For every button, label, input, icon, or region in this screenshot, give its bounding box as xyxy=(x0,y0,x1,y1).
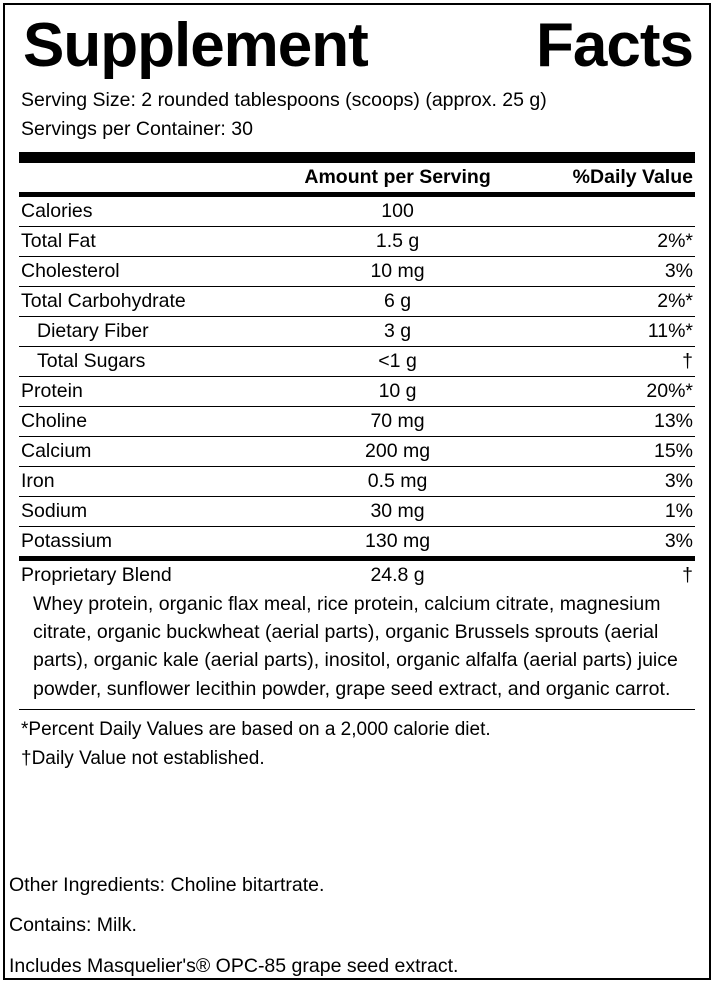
table-row xyxy=(19,561,695,590)
supplement-facts-panel xyxy=(3,3,711,980)
nutrient-dv: 2%* xyxy=(519,286,695,316)
nutrient-dv: 2%* xyxy=(519,226,695,256)
nutrient-dv: 3% xyxy=(519,466,695,496)
nutrition-table xyxy=(19,163,695,192)
nutrient-amount: 3 g xyxy=(276,316,519,346)
nutrient-amount: 200 mg xyxy=(276,436,519,466)
table-row xyxy=(19,466,695,496)
nutrient-amount: 10 mg xyxy=(276,256,519,286)
table-row xyxy=(19,406,695,436)
contains-allergens: Contains: Milk. xyxy=(9,914,137,937)
table-header-row xyxy=(19,163,695,192)
nutrient-name: Total Sugars xyxy=(19,346,276,376)
nutrient-dv: 3% xyxy=(519,526,695,556)
divider-thick-top xyxy=(19,152,695,163)
nutrient-amount: 100 xyxy=(381,199,414,222)
nutrient-name: Iron xyxy=(19,466,276,496)
nutrient-amount: 70 mg xyxy=(276,406,519,436)
blend-name: Proprietary Blend xyxy=(21,563,172,586)
nutrient-amount: 10 g xyxy=(276,376,519,406)
nutrient-amount: 6 g xyxy=(276,286,519,316)
nutrient-dv: 11%* xyxy=(519,316,695,346)
footnote-daily-value-not-established: †Daily Value not established. xyxy=(21,747,265,769)
nutrient-name: Calcium xyxy=(19,436,276,466)
title-word-facts: Facts xyxy=(536,11,693,80)
nutrient-name: Sodium xyxy=(19,496,276,526)
nutrient-dv: 20%* xyxy=(519,376,695,406)
footnotes xyxy=(19,710,695,779)
nutrient-name: Potassium xyxy=(19,526,276,556)
table-row xyxy=(19,526,695,556)
nutrient-amount: 0.5 mg xyxy=(276,466,519,496)
table-row xyxy=(19,346,695,376)
table-row xyxy=(19,197,695,227)
serving-size: Serving Size: 2 rounded tablespoons (scoops) (approx. 25 g) xyxy=(21,89,547,112)
nutrient-rows-table xyxy=(19,197,695,556)
table-row xyxy=(19,436,695,466)
serving-information xyxy=(19,86,695,144)
table-row xyxy=(19,226,695,256)
header-blank xyxy=(19,163,276,192)
nutrient-dv: 1% xyxy=(519,496,695,526)
nutrient-name: Total Carbohydrate xyxy=(19,286,276,316)
nutrient-dv: † xyxy=(519,346,695,376)
footnote-percent-daily-value: *Percent Daily Values are based on a 2,000 calorie diet. xyxy=(21,719,491,741)
proprietary-blend-table xyxy=(19,561,695,590)
blend-amount: 24.8 g xyxy=(370,563,425,586)
nutrient-name: Calories xyxy=(21,199,93,222)
nutrient-amount: <1 g xyxy=(276,346,519,376)
includes-statement: Includes Masquelier's® OPC-85 grape seed extract. xyxy=(9,954,459,977)
table-row xyxy=(19,286,695,316)
blend-dv: † xyxy=(682,563,693,586)
table-row xyxy=(19,376,695,406)
nutrient-name: Protein xyxy=(19,376,276,406)
nutrient-dv: 15% xyxy=(519,436,695,466)
nutrient-dv xyxy=(519,197,695,227)
nutrient-dv: 13% xyxy=(519,406,695,436)
blend-ingredients: Whey protein, organic flax meal, rice protein, calcium citrate, magnesium citrate, organic buckwheat (aerial parts), organic Brussels sprouts (aerial parts), organic kale (aerial parts), inositol, organic alfalfa (aerial parts) juice powder, sunflower lecithin powder, grape seed extract, and organic carrot. xyxy=(33,592,678,700)
nutrient-amount: 1.5 g xyxy=(276,226,519,256)
header-daily-value: %Daily Value xyxy=(572,165,693,188)
header-amount-per-serving: Amount per Serving xyxy=(304,165,491,188)
title-word-supplement: Supplement xyxy=(23,11,368,80)
nutrient-name: Choline xyxy=(19,406,276,436)
nutrient-dv: 3% xyxy=(519,256,695,286)
servings-per-container: Servings per Container: 30 xyxy=(21,117,253,140)
table-row xyxy=(19,496,695,526)
table-row xyxy=(19,256,695,286)
page-title xyxy=(19,13,695,78)
bottom-information xyxy=(0,860,720,981)
nutrient-name: Total Fat xyxy=(19,226,276,256)
nutrient-name: Dietary Fiber xyxy=(19,316,276,346)
nutrient-name: Cholesterol xyxy=(19,256,276,286)
table-row xyxy=(19,316,695,346)
nutrient-amount: 30 mg xyxy=(276,496,519,526)
nutrient-amount: 130 mg xyxy=(276,526,519,556)
other-ingredients: Other Ingredients: Choline bitartrate. xyxy=(9,874,325,896)
